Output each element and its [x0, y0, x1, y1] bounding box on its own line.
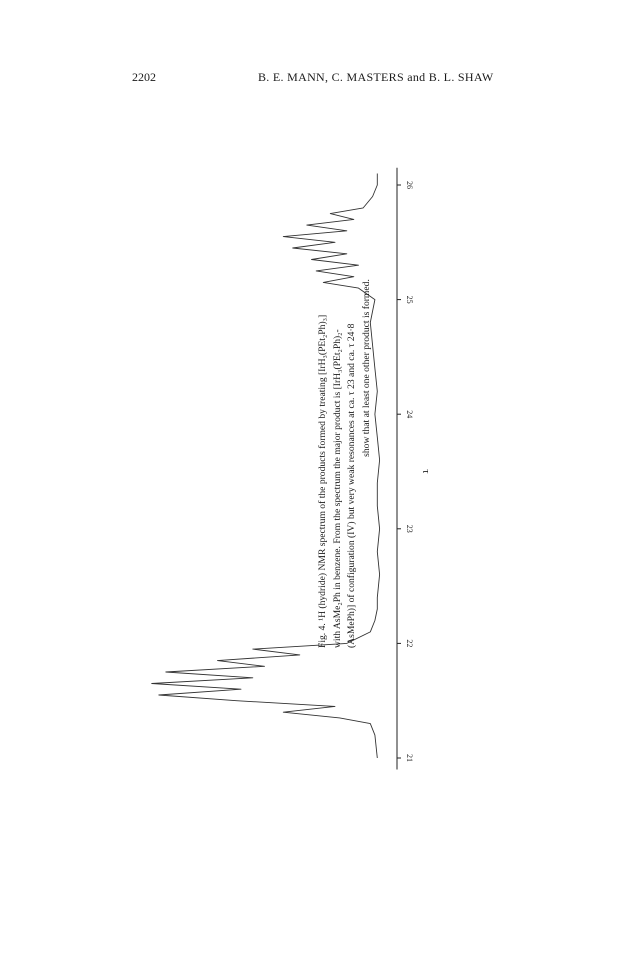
caption-line-1: Fig. 4. ¹H (hydride) NMR spectrum of the products formed by treating [IrH₃(PEt₂Ph)₃]	[317, 314, 328, 648]
caption-line-4: show that at least one other product is formed.	[360, 279, 372, 457]
tau-tick-label-24: 24	[405, 410, 414, 419]
tau-tick-label-25: 25	[405, 295, 414, 304]
tau-tick-label-23: 23	[405, 524, 414, 533]
tau-tick-label-26: 26	[405, 181, 414, 189]
tau-tick-label-21: 21	[405, 754, 414, 762]
caption-line-2: with AsMe₂Ph in benzene. From the spectrum the major product is [IrH₃(PEt₂Ph)₂-	[331, 329, 343, 648]
tau-axis-symbol: τ	[420, 469, 432, 474]
page-number: 2202	[132, 70, 156, 84]
caption-line-3: (AsMePh)] of configuration (IV) but very weak resonances at ca. τ 23 and ca. τ 24·8	[346, 323, 357, 648]
spectrum-trace	[152, 174, 380, 759]
tau-tick-label-22: 22	[405, 639, 414, 648]
running-head-authors: B. E. MANN, C. MASTERS and B. L. SHAW	[258, 70, 494, 84]
